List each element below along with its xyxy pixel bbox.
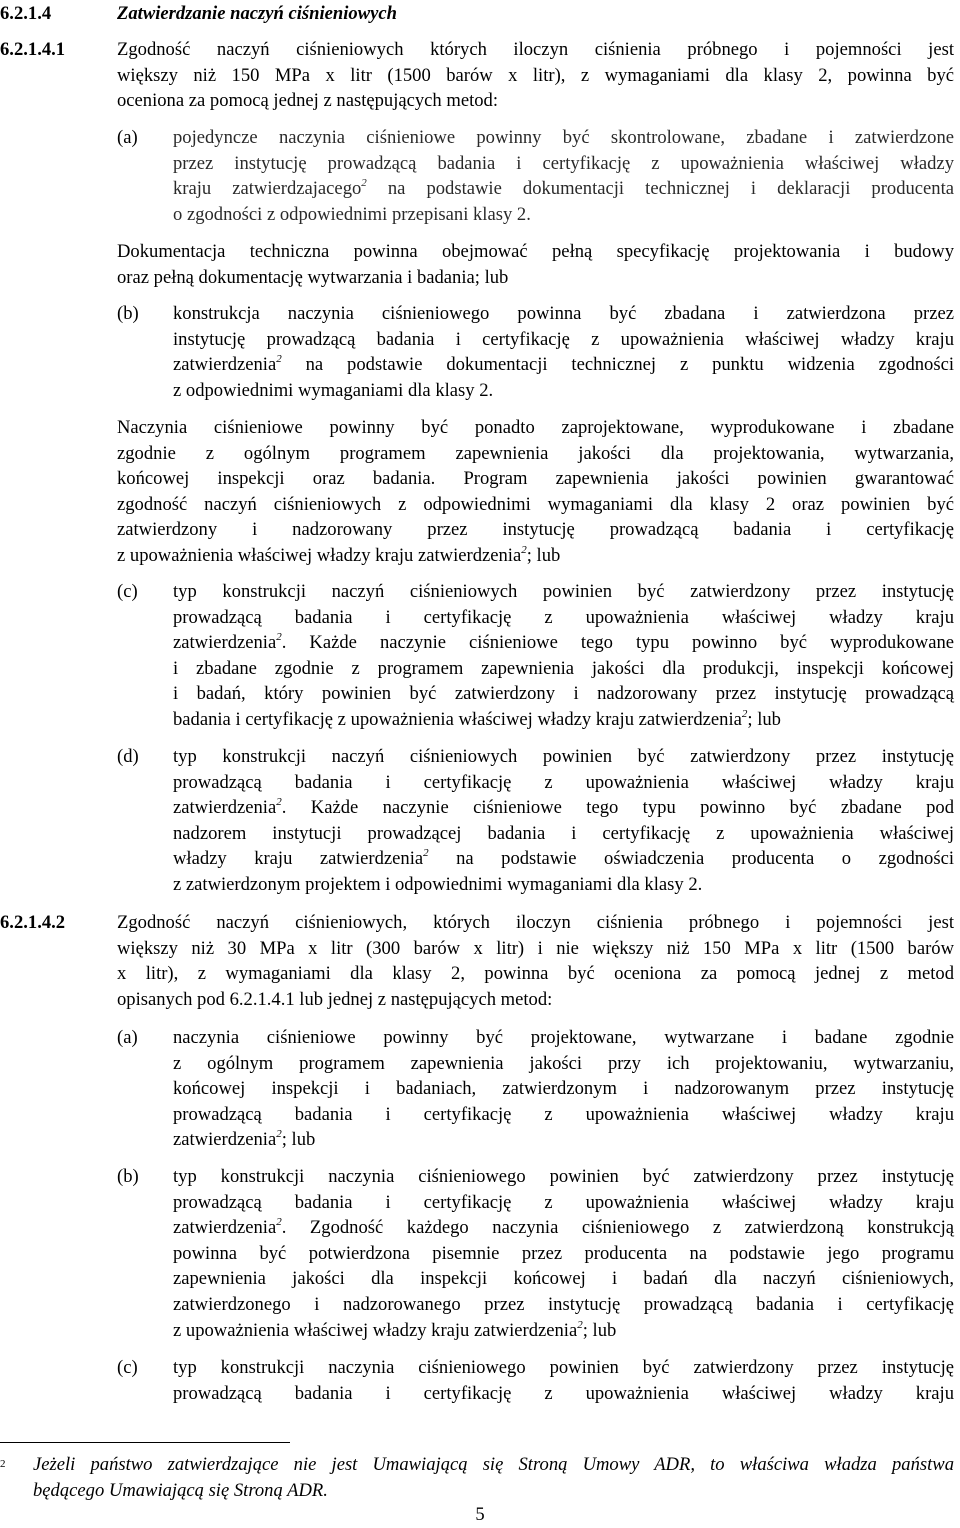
text-line: o zgodności z odpowiednimi przepisani klasy 2. <box>173 203 531 225</box>
text-line: z ogólnym programem zapewnienia jakości przy ich projektowaniu, wytwarzaniu, <box>173 1052 954 1074</box>
text-line <box>173 795 954 821</box>
footnote-ref: 2 <box>577 1318 583 1331</box>
text-line: nadzorem instytucji prowadzącej badania i certyfikację z upoważnienia właściwej <box>173 822 954 844</box>
text-line <box>173 1318 954 1344</box>
list-item-a <box>173 125 954 227</box>
text-line: większy niż 30 MPa x litr (300 barów x litr) i nie większy niż 150 MPa x litr (1500 barów <box>117 937 954 959</box>
list-item-c <box>173 1355 954 1406</box>
text-span: na podstawie dokumentacji technicznej z punktu widzenia zgodności <box>305 354 954 376</box>
text-line: prowadzącą badania i certyfikację z upoważnienia właściwej władzy kraju <box>173 1103 954 1125</box>
text-line: x litr), z wymaganiami dla klasy 2, powinna być oceniona za pomocą jednej z metod <box>117 963 954 985</box>
text-line: z odpowiednimi wymaganiami dla klasy 2. <box>173 379 494 401</box>
text-line: większy niż 150 MPa x litr (1500 barów x litr), z wymaganiami dla klasy 2, powinna być <box>117 64 954 86</box>
footnote-ref: 2 <box>276 796 282 809</box>
text-line: typ konstrukcji naczynia ciśnieniowego powinien być zatwierdzony przez instytucję <box>173 1166 954 1187</box>
text-span: na podstawie oświadczenia producenta o zgodności <box>456 848 954 870</box>
text-line: prowadzącą badania i certyfikację z upoważnienia właściwej władzy kraju <box>173 771 954 793</box>
subsection-number: 6.2.1.4.1 <box>0 39 66 60</box>
footnote-ref: 2 <box>423 847 429 860</box>
text-line: prowadzącą badania i certyfikację z upoważnienia właściwej władzy kraju <box>173 606 954 628</box>
text-line: prowadzącą badania i certyfikację z upoważnienia właściwej władzy kraju <box>173 1191 954 1213</box>
text-line: Naczynia ciśnieniowe powinny być ponadto zaprojektowane, wyprodukowane i zbadane <box>117 417 954 438</box>
text-line: zatwierdzonego i nadzorowanego przez instytucję prowadzącą badania i certyfikację <box>173 1293 954 1315</box>
footnote-ref: 2 <box>276 353 282 366</box>
text-span: . Zgodność każdego naczynia ciśnieniowego z zatwierdzoną konstrukcją <box>281 1217 954 1239</box>
list-marker: (c) <box>117 581 138 602</box>
list-item-b <box>173 1164 954 1343</box>
text-line: Zgodność naczyń ciśnieniowych których iloczyn ciśnienia próbnego i pojemności jest <box>117 39 954 60</box>
text-span: z upoważnienia właściwej władzy kraju zatwierdzenia <box>117 544 522 566</box>
footnote-ref: 2 <box>276 1128 282 1141</box>
text-line: i zbadane zgodnie z programem zapewnienia jakości dla produkcji, inspekcji końcowej <box>173 657 954 679</box>
footnote-number: 2 <box>0 1458 6 1470</box>
footnote-ref: 2 <box>276 1216 282 1229</box>
text-line: zgodność naczyń ciśnieniowych z odpowiednimi wymaganiami dla klasy 2 oraz powinien być <box>117 493 954 515</box>
text-span: zatwierdzenia <box>173 797 277 819</box>
text-line: konstrukcja naczynia ciśnieniowego powinna być zbadana i zatwierdzona przez <box>173 303 954 324</box>
text-line <box>173 846 954 872</box>
subsection-number: 6.2.1.4.2 <box>0 912 66 933</box>
text-line: oceniona za pomocą jednej z następujących metod: <box>117 90 499 112</box>
paragraph-quality <box>117 415 954 569</box>
text-span: ; lub <box>281 1129 316 1151</box>
text-line: będącego Umawiającą się Stroną ADR. <box>33 1480 328 1501</box>
footnote-ref: 2 <box>521 543 527 556</box>
text-span: zatwierdzenia <box>173 1217 277 1239</box>
text-line: końcowej inspekcji oraz badania. Program zapewnienia jakości powinien gwarantować <box>117 468 954 490</box>
text-line: typ konstrukcji naczyń ciśnieniowych powinien być zatwierdzony przez instytucję <box>173 746 954 767</box>
page-number: 5 <box>475 1504 485 1525</box>
text-line: instytucję prowadzącą badania i certyfikację z upoważnienia właściwej władzy kraju <box>173 328 954 350</box>
section-title: Zatwierdzanie naczyń ciśnieniowych <box>117 3 397 24</box>
text-line <box>173 1215 954 1241</box>
text-line: z zatwierdzonym projektem i odpowiednimi wymaganiami dla klasy 2. <box>173 873 703 895</box>
text-span: z upoważnienia właściwej władzy kraju zatwierdzenia <box>173 1319 578 1341</box>
footnote-separator <box>0 1442 290 1443</box>
list-marker: (d) <box>117 746 139 767</box>
text-line: powinna być potwierdzona pisemnie przez producenta na podstawie jego programu <box>173 1242 954 1264</box>
text-span: . Każde naczynie ciśnieniowe tego typu powinno być wyprodukowane <box>281 632 954 654</box>
footnote-ref: 2 <box>741 707 748 720</box>
text-line: przez instytucję prowadzącą badania i certyfikację z upoważnienia właściwej władzy <box>173 152 954 174</box>
text-line: prowadzącą badania i certyfikację z upoważnienia właściwej władzy kraju <box>173 1382 954 1404</box>
text-line <box>117 543 954 569</box>
text-span: zatwierdzenia <box>173 632 277 654</box>
subsection-intro <box>117 37 954 114</box>
paragraph-documentation <box>117 239 954 290</box>
list-item-c <box>173 579 954 733</box>
footnote-ref: 2 <box>276 631 282 644</box>
list-item-b <box>173 301 954 403</box>
footnote-ref: 2 <box>361 177 367 190</box>
text-line: zapewnienia jakości dla inspekcji końcowej i badań dla naczyń ciśnieniowych, <box>173 1268 954 1290</box>
text-line: końcowej inspekcji i badaniach, zatwierdzonym i nadzorowanym przez instytucję <box>173 1078 954 1100</box>
text-span: władzy kraju zatwierdzenia <box>173 848 424 870</box>
text-line: typ konstrukcji naczyń ciśnieniowych powinien być zatwierdzony przez instytucję <box>173 581 954 602</box>
text-span: ; lub <box>526 544 561 566</box>
text-line: opisanych pod 6.2.1.4.1 lub jednej z następujących metod: <box>117 988 553 1010</box>
text-line <box>173 707 954 733</box>
text-span: badania i certyfikację z upoważnienia właściwej władzy kraju zatwierdzenia <box>173 708 742 730</box>
list-marker: (b) <box>117 303 139 324</box>
text-span: zatwierdzenia <box>173 354 277 376</box>
text-span: ; lub <box>582 1319 617 1341</box>
text-span: na podstawie dokumentacji technicznej i deklaracji producenta <box>387 178 955 200</box>
list-marker: (a) <box>117 127 138 148</box>
text-line <box>173 630 954 656</box>
text-line <box>173 1127 954 1153</box>
text-line: Jeżeli państwo zatwierdzające nie jest Umawiającą się Stroną Umowy ADR, to właściwa władza państwa <box>33 1454 954 1475</box>
text-span: zatwierdzenia <box>173 1129 277 1151</box>
text-line <box>173 352 954 378</box>
text-span: kraju zatwierdzajacego <box>173 178 362 200</box>
text-line: typ konstrukcji naczynia ciśnieniowego powinien być zatwierdzony przez instytucję <box>173 1357 954 1378</box>
list-marker: (c) <box>117 1357 138 1378</box>
list-marker: (a) <box>117 1027 138 1048</box>
text-line: Zgodność naczyń ciśnieniowych, których iloczyn ciśnienia próbnego i pojemności jest <box>117 912 954 933</box>
subsection-intro <box>117 910 954 1012</box>
text-line: zgodnie z ogólnym programem zapewnienia jakości dla projektowania, wytwarzania, <box>117 442 954 464</box>
text-line: oraz pełną dokumentację wytwarzania i badania; lub <box>117 266 509 288</box>
text-line: naczynia ciśnieniowe powinny być projektowane, wytwarzane i badane zgodnie <box>173 1027 954 1048</box>
section-number: 6.2.1.4 <box>0 3 52 24</box>
text-line: Dokumentacja techniczna powinna obejmować pełną specyfikację projektowania i budowy <box>117 241 954 262</box>
text-span: ; lub <box>747 708 781 730</box>
text-line: zatwierdzony i nadzorowany przez instytucję prowadzącą badania i certyfikację <box>117 519 954 541</box>
text-span: . Każde naczynie ciśnieniowe tego typu powinno być zbadane pod <box>281 797 954 819</box>
text-line: pojedyncze naczynia ciśnieniowe powinny być skontrolowane, zbadane i zatwierdzone <box>173 127 954 148</box>
list-item-d <box>173 744 954 898</box>
text-line <box>173 176 954 202</box>
list-item-a <box>173 1025 954 1153</box>
list-marker: (b) <box>117 1166 139 1187</box>
text-line: i badań, który powinien być zatwierdzony i nadzorowany przez instytucję prowadzącą <box>173 683 954 705</box>
